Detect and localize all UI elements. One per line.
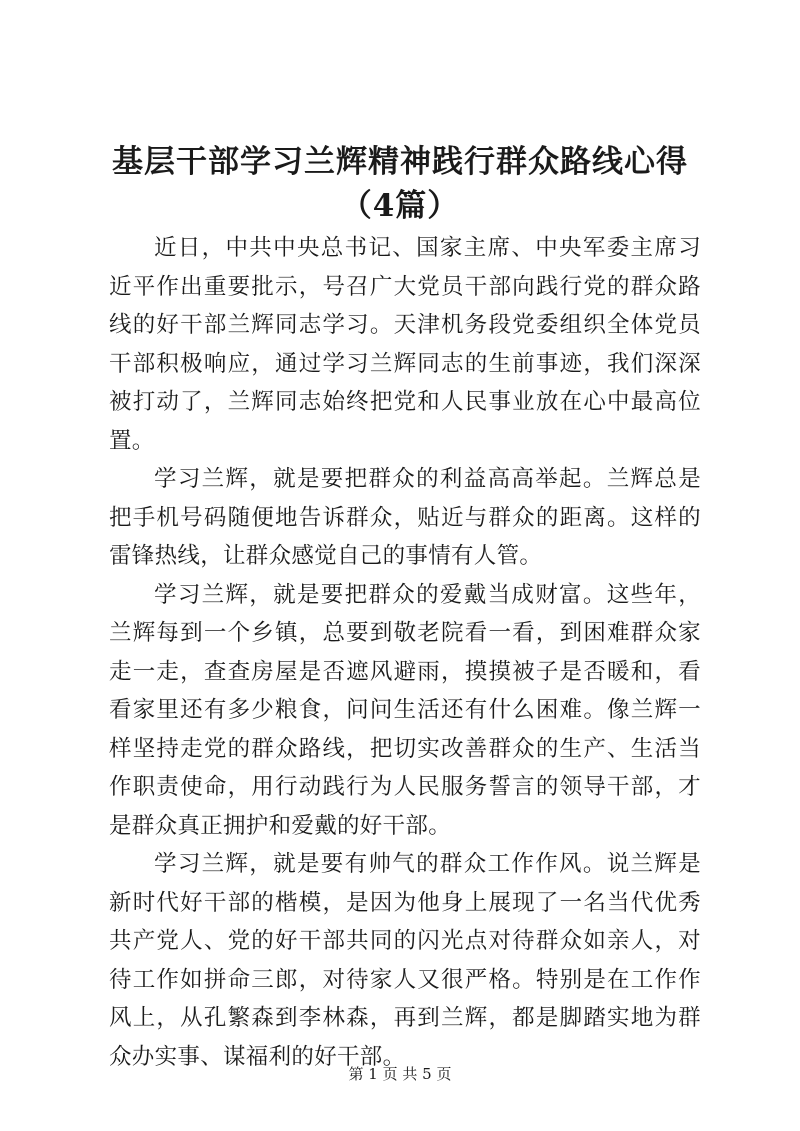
paragraph: 学习兰辉，就是要把群众的利益高高举起。兰辉总是把手机号码随便地告诉群众，贴近与群众的距离。这样的雷锋热线，让群众感觉自己的事情有人管。 (109, 466, 701, 569)
paragraph: 学习兰辉，就是要把群众的爱戴当成财富。这些年，兰辉每到一个乡镇，总要到敬老院看一看，到困难群众家走一走，查查房屋是否遮风避雨，摸摸被子是否暖和，看看家里还有多少粮食，问问生活还有什么困难。像兰辉一样坚持走党的群众路线，把切实改善群众的生产、生活当作职责使命，用行动践行为人民服务誓言的领导干部，才是群众真正拥护和爱戴的好干部。 (109, 581, 701, 839)
page-number-label: 第 1 页 共 5 页 (348, 1065, 452, 1083)
document-title: 基层干部学习兰辉精神践行群众路线心得（4篇） (112, 144, 688, 224)
document-body (109, 229, 701, 1076)
paragraph: 学习兰辉，就是要有帅气的群众工作作风。说兰辉是新时代好干部的楷模，是因为他身上展现了一名当代优秀共产党人、党的好干部共同的闪光点对待群众如亲人，对待工作如拼命三郎，对待家人又很严格。特别是在工作作风上，从孔繁森到李林森，再到兰辉，都是脚踏实地为群众办实事、谋福利的好干部。 (109, 851, 701, 1070)
paragraph: 近日，中共中央总书记、国家主席、中央军委主席习近平作出重要批示，号召广大党员干部向践行党的群众路线的好干部兰辉同志学习。天津机务段党委组织全体党员干部积极响应，通过学习兰辉同志的生前事迹，我们深深被打动了，兰辉同志始终把党和人民事业放在心中最高位置。 (109, 235, 701, 454)
page-footer (0, 1064, 800, 1084)
